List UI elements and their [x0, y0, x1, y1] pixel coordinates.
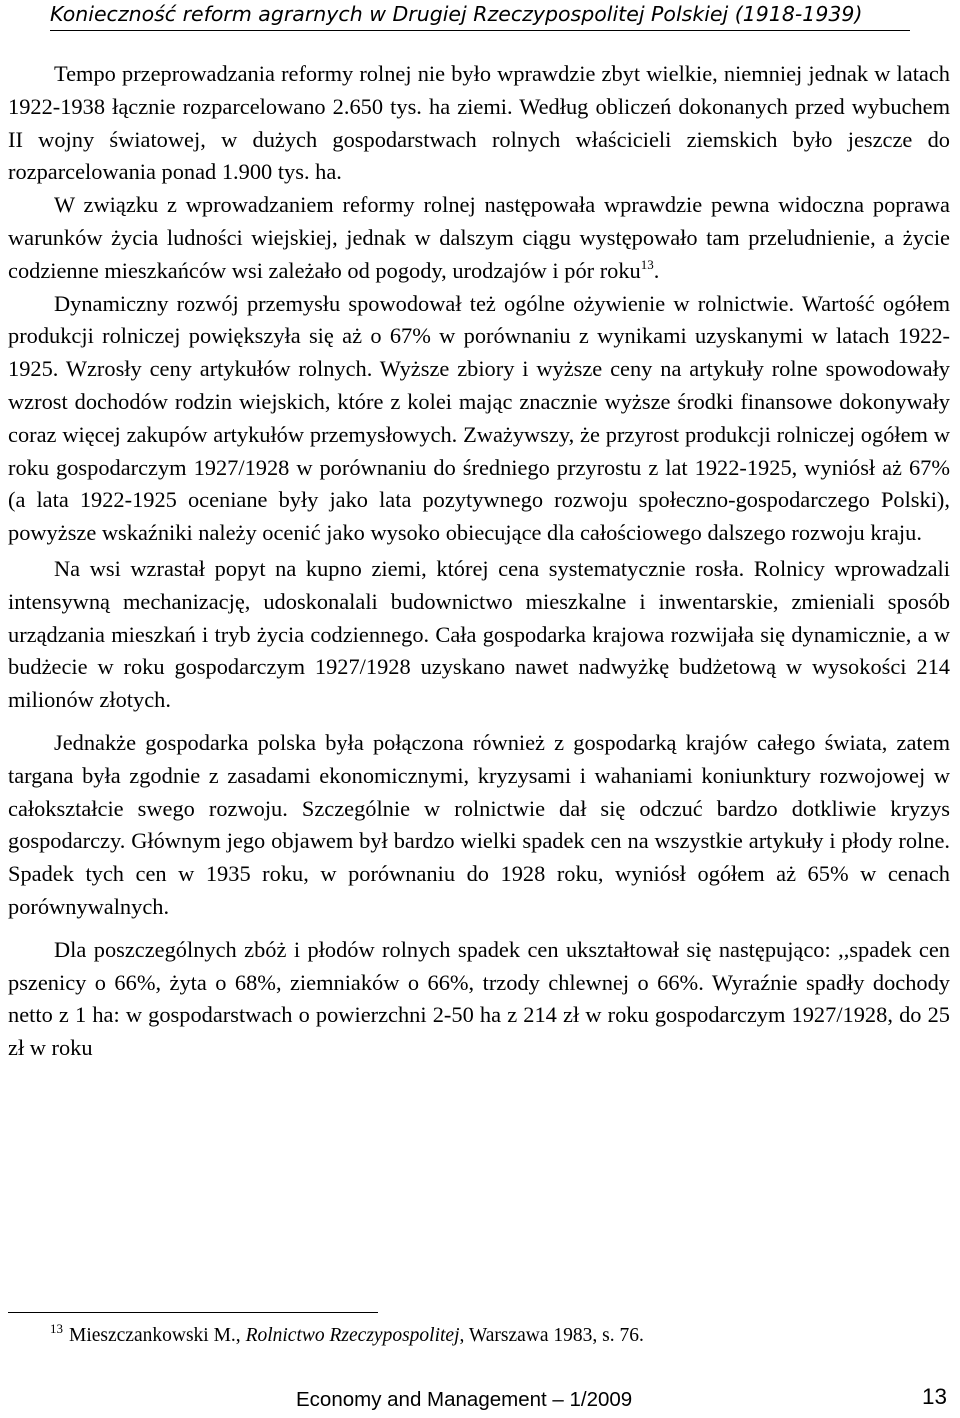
running-header: [0, 0, 960, 40]
paragraph-2: [8, 189, 950, 287]
paragraph-3: Dynamiczny rozwój przemysłu spowodował też ogólne ożywienie w rolnictwie. Wartość ogółem produkcji rolniczej powiększyła się aż o 67% w porównaniu z wynikami uzyskanymi w latach 1922-1925. Wzrosły ceny artykułów rolnych. Wyższe zbiory i wyższe ceny na artykuły rolne spowodowały wzrost dochodów rodzin wiejskich, które z kolei mając znacznie wyższe środki finansowe dokonywały coraz więcej zakupów artykułów przemysłowych. Zważywszy, że przyrost produkcji rolniczej ogółem w roku gospodarczym 1927/1928 w porównaniu do średniego przyrostu z lat 1922-1925, wyniósł aż 67% (a lata 1922-1925 oceniane były jako lata pozytywnego rozwoju społeczno-gospodarczego Polski), powyższe wskaźniki należy ocenić jako wysoko obiecujące dla całościowego dalszego rozwoju kraju.: [8, 290, 950, 546]
page-number: 13: [922, 1384, 948, 1409]
footnote-separator: [8, 1312, 378, 1313]
footnote: [50, 1322, 644, 1350]
paragraph-2-text: W związku z wprowadzaniem reformy rolnej następowała wprawdzie pewna widoczna poprawa warunków życia ludności wiejskiej, jednak w dalszym ciągu występowało tam przeludnienie, a życie codzienne mieszkańców wsi zależało od pogody, urodzajów i pór roku: [8, 192, 950, 283]
journal-footer: Economy and Management – 1/2009: [296, 1388, 633, 1411]
running-title: Konieczność reform agrarnych w Drugiej Rzeczypospolitej Polskiej (1918-1939): [50, 2, 863, 26]
footnote-number: 13: [50, 1321, 63, 1336]
header-rule: [50, 30, 910, 31]
paragraph-6: Dla poszczególnych zbóż i płodów rolnych spadek cen ukształtował się następująco: ,,spadek cen pszenicy o 66%, żyta o 68%, ziemniaków o 66%, trzody chlewnej o 66%. Wyraźnie spadły dochody netto z 1 ha: w gospodarstwach o powierzchni 2-50 ha z 214 zł w roku gospodarczym 1927/1928, do 25 zł w roku: [8, 936, 950, 1061]
paragraph-1: Tempo przeprowadzania reformy rolnej nie było wprawdzie zbyt wielkie, niemniej jednak w latach 1922-1938 łącznie rozparcelowano 2.650 tys. ha ziemi. Według obliczeń dokonanych przed wybuchem II wojny światowej, w dużych gospodarstwach rolnych właścicieli ziemskich było jeszcze do rozparcelowania ponad 1.900 tys. ha.: [8, 61, 950, 185]
footnote-book-title: Rolnictwo Rzeczypospolitej: [245, 1325, 460, 1346]
article-body: [8, 58, 950, 1065]
paragraph-5: Jednakże gospodarka polska była połączona również z gospodarką krajów całego świata, zatem targana była zgodnie z zasadami ekonomicznymi, kryzysami i wahaniami koniunktury rozwojowej w całokształcie swego rozwoju. Szczególnie w rolnictwie dał się odczuć bardzo dotkliwie kryzys gospodarczy. Głównym jego objawem był bardzo wielki spadek cen na wszystkie artykuły i płody rolne. Spadek tych cen w 1935 roku, w porównaniu do 1928 roku, wyniósł ogółem aż 65% w cenach porównywalnych.: [8, 729, 950, 919]
footnote-reference[interactable]: 13: [640, 256, 654, 272]
footnote-author: Mieszczankowski M.,: [69, 1325, 241, 1346]
sentence-end: .: [653, 257, 660, 283]
footnote-publication: , Warszawa 1983, s. 76.: [459, 1325, 644, 1346]
paragraph-4: Na wsi wzrastał popyt na kupno ziemi, której cena systematycznie rosła. Rolnicy wprowadzali intensywną mechanizację, udoskonalali budownictwo mieszkalne i inwentarskie, zmieniali sposób urządzania mieszkań i tryb życia codziennego. Cała gospodarka krajowa rozwijała się dynamicznie, a w budżecie w roku gospodarczym 1927/1928 uzyskano nawet nadwyżkę budżetową w wysokości 214 milionów złotych.: [8, 555, 950, 713]
